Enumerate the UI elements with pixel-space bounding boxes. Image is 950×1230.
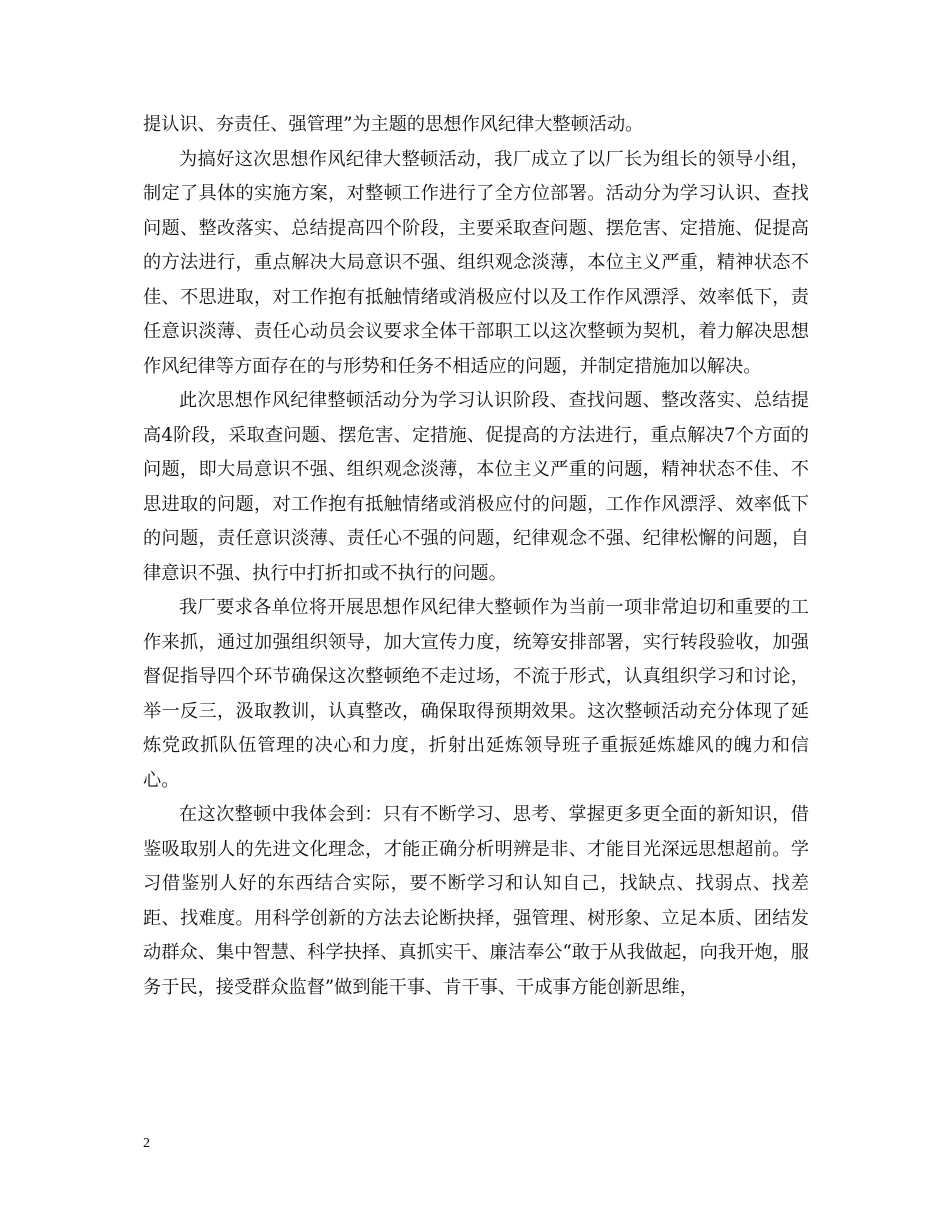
paragraph-reflection: 在这次整顿中我体会到：只有不断学习、思考、掌握更多更全面的新知识，借鉴吸取别人的先进文化理念，才能正确分析明辨是非、才能目光深远思想超前。学习借鉴别人好的东西结合实际，要不断学习和认知自己，找缺点、找弱点、找差距、找难度。用科学创新的方法去论断抉择，强管理、树形象、立足本质、团结发动群众、集中智慧、科学抉择、真抓实干、廉洁奉公“敢于从我做起，向我开炮，服务于民，接受群众监督”做到能干事、肯干事、干成事方能创新思维， [143, 804, 809, 998]
paragraph-continuation: 提认识、夯责任、强管理”为主题的思想作风纪律大整顿活动。 [143, 114, 644, 135]
paragraph-campaign-stages: 此次思想作风纪律整顿活动分为学习认识阶段、查找问题、整改落实、总结提高4阶段，采取查问题、摆危害、定措施、促提高的方法进行，重点解决7个方面的问题，即大局意识不强、组织观念淡薄，本位主义严重的问题，精神状态不佳、不思进取的问题，对工作抱有抵触情绪或消极应付的问题，工作作风漂浮、效率低下的问题，责任意识淡薄、责任心不强的问题，纪律观念不强、纪律松懈的问题，自律意识不强、执行中打折扣或不执行的问题。 [143, 390, 809, 584]
page-number: 2 [143, 1136, 150, 1151]
paragraph-requirements: 我厂要求各单位将开展思想作风纪律大整顿作为当前一项非常迫切和重要的工作来抓，通过加强组织领导，加大宣传力度，统筹安排部署，实行转段验收，加强督促指导四个环节确保这次整顿绝不走过场，不流于形式，认真组织学习和讨论，举一反三，汲取教训，认真整改，确保取得预期效果。这次整顿活动充分体现了延炼党政抓队伍管理的决心和力度，折射出延炼领导班子重振延炼雄风的魄力和信心。 [143, 597, 809, 791]
paragraph-leadership-group: 为搞好这次思想作风纪律大整顿活动，我厂成立了以厂长为组长的领导小组，制定了具体的实施方案，对整顿工作进行了全方位部署。活动分为学习认识、查找问题、整改落实、总结提高四个阶段，主要采取查问题、摆危害、定措施、促提高的方法进行，重点解决大局意识不强、组织观念淡薄，本位主义严重，精神状态不佳、不思进取，对工作抱有抵触情绪或消极应付以及工作作风漂浮、效率低下，责任意识淡薄、责任心动员会议要求全体干部职工以这次整顿为契机，着力解决思想作风纪律等方面存在的与形势和任务不相适应的问题，并制定措施加以解决。 [143, 148, 809, 377]
document-body [143, 108, 809, 1005]
